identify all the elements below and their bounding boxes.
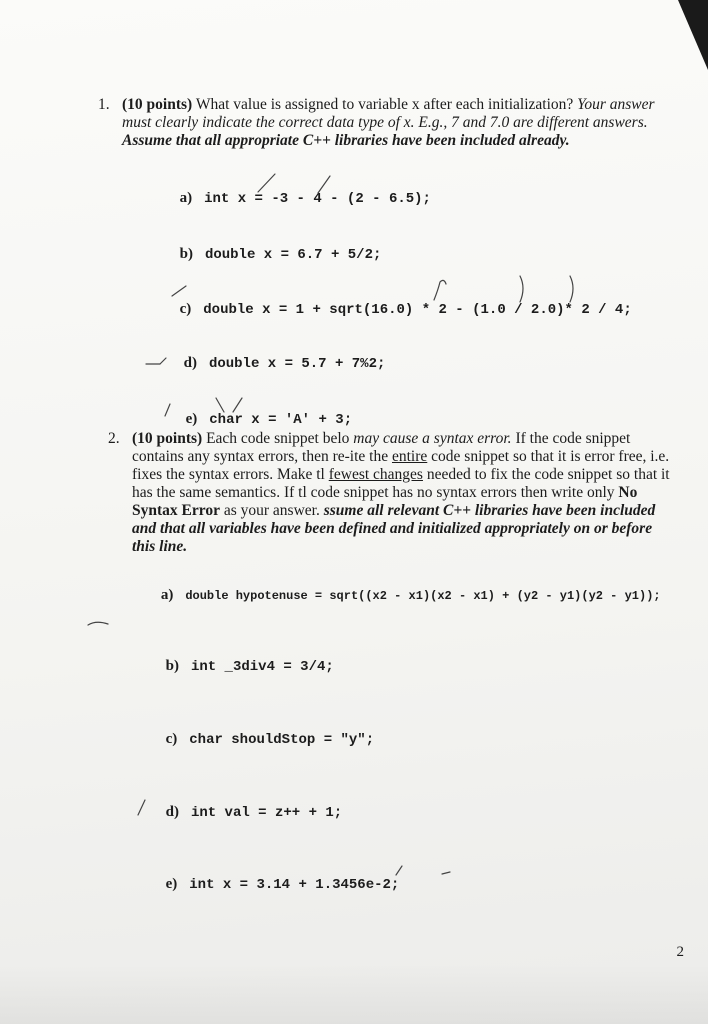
q2-item-a: a) double hypotenuse = sqrt((x2 - x1)(x2 - x1) + (y2 - y1)(y2 - y1)); bbox=[160, 587, 661, 603]
q1-item-b-code: double x = 6.7 + 5/2; bbox=[204, 247, 382, 263]
q2-item-a-code: double hypotenuse = sqrt((x2 - x1)(x2 - x1) + (y2 - y1)(y2 - y1)); bbox=[185, 589, 661, 603]
question-1-instruction: Your answer must clearly indicate the correct data type of bbox=[122, 96, 655, 131]
q2-item-c-code: char shouldStop = "y"; bbox=[189, 732, 375, 748]
q2-item-c: c) char shouldStop = "y"; bbox=[165, 731, 375, 748]
q1-item-b: b) double x = 6.7 + 5/2; bbox=[179, 246, 382, 263]
question-2-points: (10 points) bbox=[132, 430, 203, 447]
q2-item-d-code: int val = z++ + 1; bbox=[190, 805, 343, 821]
q2-item-e-code: int x = 3.14 + 1.3456e-2; bbox=[189, 877, 400, 893]
page-number: 2 bbox=[676, 944, 684, 960]
question-1-text bbox=[122, 96, 683, 150]
question-1-assumption: Assume that all appropriate C++ libraries have been included already. bbox=[122, 132, 570, 149]
q1-item-e-code: char x = 'A' + 3; bbox=[209, 412, 353, 428]
question-1-points: (10 points) bbox=[122, 96, 193, 113]
q2-item-d: d) int val = z++ + 1; bbox=[165, 804, 343, 821]
q1-item-d-code: double x = 5.7 + 7%2; bbox=[208, 356, 386, 372]
question-1-instruction-tail: x. E.g., 7 and 7.0 are different answers. bbox=[403, 114, 648, 131]
page-corner-shadow bbox=[678, 0, 708, 70]
question-1-prompt: What value is assigned to variable x after each initialization? bbox=[195, 96, 574, 113]
q1-item-c: c) double x = 1 + sqrt(16.0) * 2 - (1.0 / 2.0)* 2 / 4; bbox=[179, 301, 632, 318]
question-2-text: (10 points) Each code snippet belo may cause a syntax error. If the code snippet contains any syntax errors, then re-ite the entire code snippet so that it is error free, i.e. fixes the syntax errors. Make tl fewest changes needed to fix the code snippet so that it has the same semantics. If tl code snippet has no syntax errors then write only No Syntax Error as your answer. ssume all relevant C++ libraries have been included and that all variables have been defined and initialized appropriately on or before this line. bbox=[132, 430, 670, 555]
question-2-number: 2. bbox=[108, 430, 120, 447]
q1-item-a: a) int x = -3 - 4 - (2 - 6.5); bbox=[179, 190, 431, 207]
question-2 bbox=[108, 430, 678, 556]
q1-item-d: d) double x = 5.7 + 7%2; bbox=[183, 355, 386, 372]
page-shade bbox=[0, 964, 708, 1024]
q2-item-b-code: int _3div4 = 3/4; bbox=[190, 659, 334, 675]
question-1 bbox=[98, 96, 683, 150]
entire-underlined: entire bbox=[391, 448, 428, 465]
question-1-number: 1. bbox=[98, 96, 110, 113]
q1-item-a-code: int x = -3 - 4 - (2 - 6.5); bbox=[204, 191, 431, 207]
q2-item-e: e) int x = 3.14 + 1.3456e-2; bbox=[165, 876, 400, 893]
q1-item-e: e) char x = 'A' + 3; bbox=[185, 411, 353, 428]
no-syntax-error-label: No Syntax Error bbox=[132, 484, 638, 519]
q2-item-b: b) int _3div4 = 3/4; bbox=[165, 658, 334, 675]
q1-item-c-code: double x = 1 + sqrt(16.0) * 2 - (1.0 / 2.0)* 2 / 4; bbox=[203, 302, 632, 318]
fewest-changes-underlined: fewest changes bbox=[328, 466, 423, 483]
question-2-assumption: ssume all relevant C++ libraries have been included and that all variables have been defined and initialized appropriately on or before this line. bbox=[132, 502, 656, 555]
